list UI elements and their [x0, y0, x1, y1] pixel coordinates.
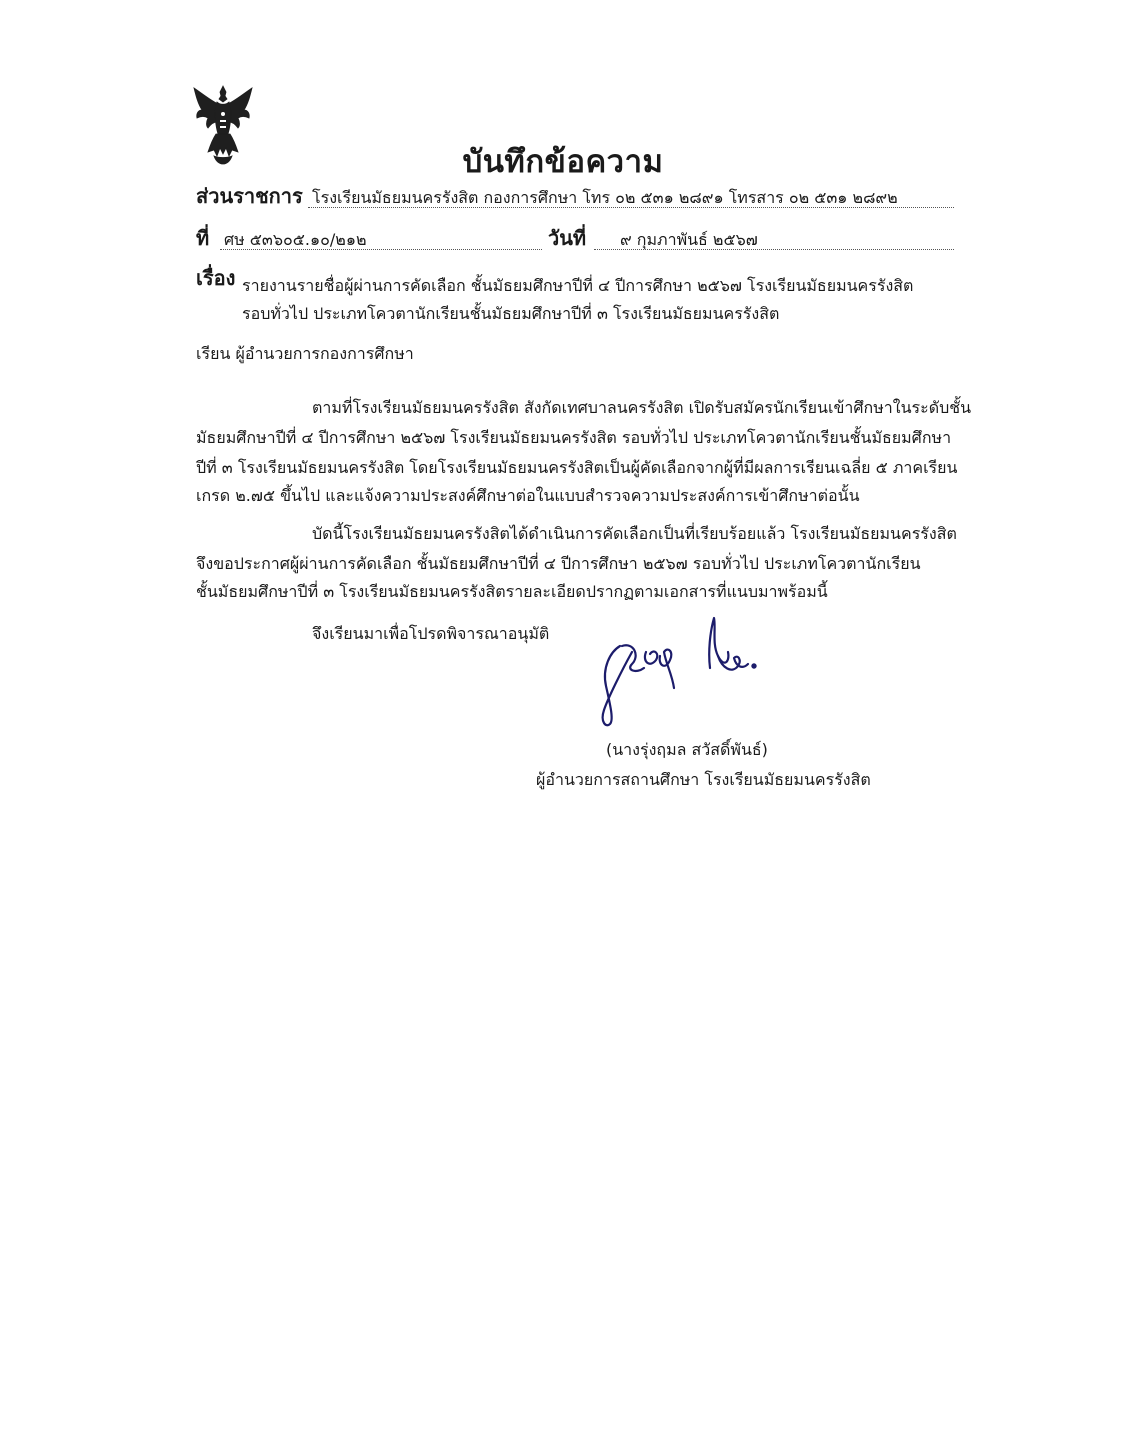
subject-label: เรื่อง	[196, 266, 236, 290]
date-value: ๙ กุมภาพันธ์ ๒๕๖๗	[620, 230, 758, 249]
signatory-name: (นางรุ่งฤมล สวัสดิ์พันธ์)	[606, 740, 768, 759]
date-dotted-line	[594, 249, 954, 250]
paragraph-1-line-4: เกรด ๒.๗๕ ขึ้นไป และแจ้งความประสงค์ศึกษาต่อในแบบสำรวจความประสงค์การเข้าศึกษาต่อนั้น	[196, 486, 860, 505]
paragraph-1-line-2: มัธยมศึกษาปีที่ ๔ ปีการศึกษา ๒๕๖๗ โรงเรียนมัธยมนครรังสิต รอบทั่วไป ประเภทโควตานักเรียนชั้นมัธยมศึกษา	[196, 428, 952, 447]
paragraph-2-line-1: บัดนี้โรงเรียนมัธยมนครรังสิตได้ดำเนินการคัดเลือกเป็นที่เรียบร้อยแล้ว โรงเรียนมัธยมนครรังสิต	[312, 524, 957, 543]
reference-row	[196, 222, 956, 252]
agency-label: ส่วนราชการ	[196, 184, 303, 208]
reference-label: ที่	[196, 226, 210, 250]
salutation: เรียน ผู้อำนวยการกองการศึกษา	[196, 344, 414, 363]
handwritten-signature	[592, 612, 772, 732]
reference-dotted-line	[220, 249, 542, 250]
agency-row	[196, 180, 956, 210]
paragraph-1-line-1: ตามที่โรงเรียนมัธยมนครรังสิต สังกัดเทศบาลนครรังสิต เปิดรับสมัครนักเรียนเข้าศึกษาในระดับชั้น	[312, 398, 972, 417]
agency-value: โรงเรียนมัธยมนครรังสิต กองการศึกษา โทร ๐๒ ๕๓๑ ๒๘๙๑ โทรสาร ๐๒ ๕๓๑ ๒๘๙๒	[312, 188, 898, 207]
paragraph-2-line-2: จึงขอประกาศผู้ผ่านการคัดเลือก ชั้นมัธยมศึกษาปีที่ ๔ ปีการศึกษา ๒๕๖๗ รอบทั่วไป ประเภทโควตานักเรียน	[196, 554, 921, 573]
paragraph-1-line-3: ปีที่ ๓ โรงเรียนมัธยมนครรังสิต โดยโรงเรียนมัธยมนครรังสิตเป็นผู้คัดเลือกจากผู้ที่มีผลการเรียนเฉลี่ย ๕ ภาคเรียน	[196, 458, 958, 477]
agency-dotted-line	[308, 207, 954, 208]
reference-value: ศษ ๕๓๖๐๕.๑๐/๒๑๒	[224, 230, 367, 249]
paragraph-2-line-3: ชั้นมัธยมศึกษาปีที่ ๓ โรงเรียนมัธยมนครรังสิตรายละเอียดปรากฏตามเอกสารที่แนบมาพร้อมนี้	[196, 582, 828, 601]
signatory-position: ผู้อำนวยการสถานศึกษา โรงเรียนมัธยมนครรังสิต	[536, 770, 871, 789]
closing-line: จึงเรียนมาเพื่อโปรดพิจารณาอนุมัติ	[312, 624, 550, 643]
subject-row	[196, 262, 956, 295]
subject-line-1: รายงานรายชื่อผู้ผ่านการคัดเลือก ชั้นมัธยมศึกษาปีที่ ๔ ปีการศึกษา ๒๕๖๗ โรงเรียนมัธยมนครรังสิต	[242, 276, 914, 295]
subject-line-2: รอบทั่วไป ประเภทโควตานักเรียนชั้นมัธยมศึกษาปีที่ ๓ โรงเรียนมัธยมนครรังสิต	[242, 304, 780, 323]
date-label: วันที่	[548, 226, 587, 250]
document-title: บันทึกข้อความ	[462, 144, 664, 180]
